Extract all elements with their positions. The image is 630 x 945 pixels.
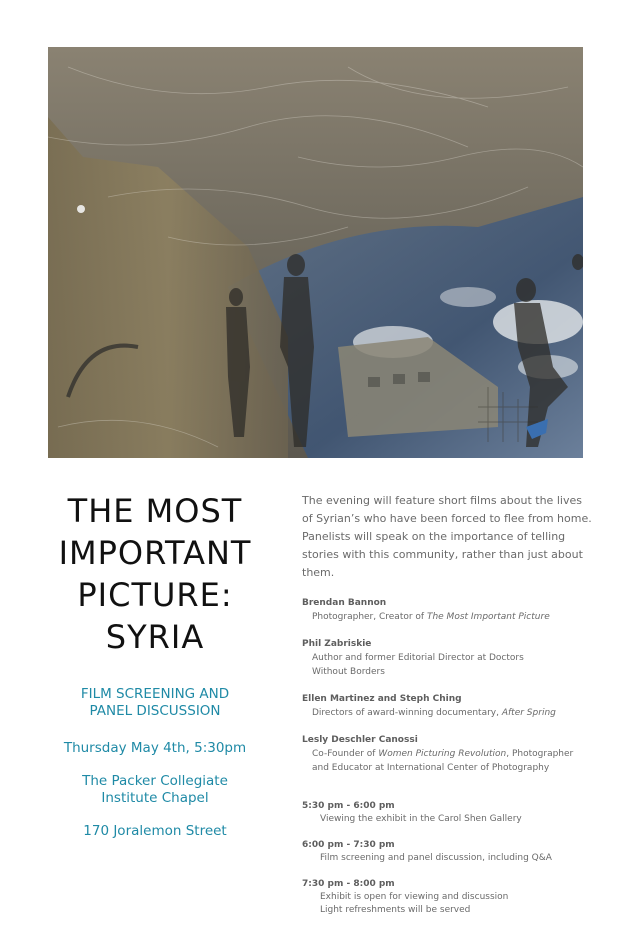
- venue-line: Institute Chapel: [101, 790, 209, 806]
- title-line: IMPORTANT: [58, 534, 252, 572]
- panelist-name: Lesly Deschler Canossi: [302, 735, 418, 745]
- panelist-name: Brendan Bannon: [302, 598, 387, 608]
- role-text: , Photographer: [506, 749, 574, 759]
- event-street: 170 Joralemon Street: [83, 823, 227, 839]
- panelist-role: [302, 747, 592, 761]
- panelist-name: Phil Zabriskie: [302, 639, 372, 649]
- panelist-role: [302, 651, 592, 665]
- role-text: Author and former Editorial Director at Doctors: [312, 653, 524, 663]
- schedule-item: [302, 877, 592, 917]
- schedule-time: 5:30 pm - 6:00 pm: [302, 801, 395, 811]
- title-line: PICTURE:: [77, 576, 233, 614]
- panelist-list: [302, 596, 592, 775]
- schedule-time: 7:30 pm - 8:00 pm: [302, 879, 395, 889]
- event-photo: [48, 47, 583, 458]
- panelist: [302, 596, 592, 624]
- role-italic: Women Picturing Revolution: [378, 749, 507, 759]
- schedule-list: [302, 799, 592, 917]
- panelist-role: [302, 761, 592, 775]
- intro-paragraph: The evening will feature short films about the lives of Syrian’s who have been forced to flee from home. Panelists will speak on the importance of telling stories with this community, rather than just about them.: [302, 494, 592, 579]
- schedule-item: [302, 799, 592, 826]
- schedule-description: Exhibit is open for viewing and discussion: [320, 892, 509, 902]
- panelist: [302, 733, 592, 775]
- role-italic: The Most Important Picture: [426, 612, 550, 622]
- panelist: [302, 637, 592, 679]
- title-line: SYRIA: [105, 618, 205, 656]
- event-subtitle: [48, 686, 262, 720]
- schedule-item: [302, 838, 592, 865]
- schedule-description: Viewing the exhibit in the Carol Shen Gallery: [320, 814, 522, 824]
- schedule-time: 6:00 pm - 7:30 pm: [302, 840, 395, 850]
- panelist-role: [302, 665, 592, 679]
- role-text: and Educator at International Center of Photography: [312, 763, 550, 773]
- subtitle-line: PANEL DISCUSSION: [89, 703, 221, 719]
- event-date: Thursday May 4th, 5:30pm: [63, 740, 247, 756]
- role-italic: After Spring: [501, 708, 556, 718]
- event-details: [302, 492, 592, 929]
- event-summary: [48, 490, 262, 840]
- panelist-role: [302, 706, 592, 720]
- panelist: [302, 692, 592, 720]
- role-text: Without Borders: [312, 667, 385, 677]
- event-venue: [48, 773, 262, 807]
- subtitle-line: FILM SCREENING AND: [80, 686, 230, 702]
- role-text: Photographer, Creator of: [312, 612, 427, 622]
- event-title: [48, 490, 262, 658]
- panelist-role: [302, 610, 592, 624]
- role-text: Directors of award-winning documentary,: [312, 708, 502, 718]
- title-line: THE MOST: [67, 492, 243, 530]
- venue-line: The Packer Collegiate: [82, 773, 228, 789]
- schedule-description: Film screening and panel discussion, including Q&A: [320, 853, 552, 863]
- panelist-name: Ellen Martinez and Steph Ching: [302, 694, 462, 704]
- role-text: Co-Founder of: [312, 749, 379, 759]
- schedule-description: Light refreshments will be served: [320, 905, 471, 915]
